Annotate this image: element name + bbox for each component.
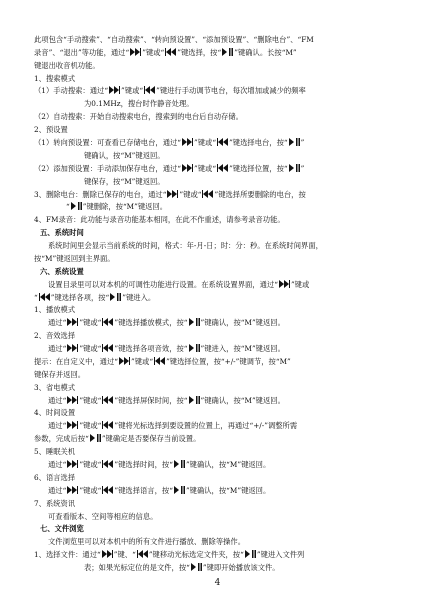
previous-track-icon [217,164,228,172]
text-line: 设置目录里可以对本机的可调性功能进行设置。在系统设置界面，通过“ ”键或 [48,280,310,289]
text-line: 通过“ ”键或“ ”键选择播放模式，按“ ”键确认，按“M”键返回。 [48,318,285,327]
play-pause-icon [110,293,121,301]
previous-track-icon [144,86,155,94]
next-track-icon [167,190,178,198]
previous-track-icon [102,396,113,404]
text-line: （2）添加预设置：手动添加保存电台，通过“ ”键或“ ”键选择位置，按“ ” [34,164,305,173]
previous-track-icon [102,318,113,326]
play-pause-icon [289,164,300,172]
play-pause-icon [245,550,256,558]
text-line: 录音”、“退出”等功能，通过“ ”键或“ ”键选择，按“ ”键确认。长按“M” [34,48,297,57]
text-line: 1、选择文件：通过“ ”键、“ ”键移动光标选定文件夹，按“ ”键进入文件列 [34,550,305,559]
text-line: 4、FM录音：此功能与录音功能基本相同，在此不作重述，请参考录音功能。 [34,215,285,224]
play-pause-icon [191,563,202,571]
next-track-icon [102,550,113,558]
next-track-icon [67,344,78,352]
play-pause-icon [289,138,300,146]
text-line: 键退出收音机功能。 [34,61,100,70]
play-pause-icon [189,396,200,404]
next-track-icon [67,318,78,326]
text-line: 按“M”键返回到主界面。 [34,254,115,263]
text-line: 通过“ ”键或“ ”键选择屏保时间，按“ ”键确认，按“M”键返回。 [48,396,285,405]
text-line: 通过“ ”键或“ ”键选择语言，按“ ”键确认，按“M”键返回。 [48,486,271,495]
previous-track-icon [102,421,113,429]
text-line: 5、睡眠关机 [34,447,76,456]
previous-track-icon [202,190,213,198]
text-line: （1）手动搜索：通过“ ”键或“ ”键进行手动调节电台，每次增加或减少的频率 [34,86,306,95]
previous-track-icon [102,460,113,468]
text-line: 表；如果光标定位的是文件，按“ ”键即开始播放该文件。 [84,563,280,572]
text-line: 7、系统资讯 [34,499,76,508]
section-heading: 六、系统设置 [40,267,84,276]
previous-track-icon [39,293,50,301]
next-track-icon [67,396,78,404]
text-line: 1、搜索模式 [34,74,76,83]
play-pause-icon [90,434,101,442]
next-track-icon [182,164,193,172]
previous-track-icon [102,344,113,352]
text-line: 键保存，按“M”键返回。 [84,177,165,186]
text-line: 文件浏览里可以对本机中的所有文件进行播放、删除等操作。 [48,537,246,546]
text-line: “ ”键删除，按“M”键返回。 [66,202,168,211]
text-line: 2、音效选择 [34,331,76,340]
text-line: 此项包含“手动搜索”、“自动搜索”、“转向预设置”、“添加预设置”、“删除电台”、“FM [34,35,314,44]
play-pause-icon [71,202,82,210]
text-line: 4、时间设置 [34,408,76,417]
text-line: 提示：在自定义中，通过“ ”键或“ ”键选择位置，按“+/-”键调节，按“M” [34,357,291,366]
text-line: 参数，完成后按“ ”键确定是否要保存当前设置。 [34,434,201,443]
next-track-icon [279,280,290,288]
previous-track-icon [102,486,113,494]
text-line: “ ”键选择各项，按“ ”键进入。 [34,293,156,302]
section-heading: 五、系统时间 [40,228,84,237]
previous-track-icon [137,550,148,558]
text-line: 2、预设置 [34,125,68,134]
text-line: （1）转向预设置：可查看已存储电台，通过“ ”键或“ ”键选择电台，按“ ” [34,138,305,147]
next-track-icon [67,486,78,494]
text-line: （2）自动搜索：开始自动搜索电台，搜索到的电台后自动存储。 [34,112,243,121]
text-line: 3、删除电台：删除已保存的电台，通过“ ”键或“ ”键选择所要删除的电台，按 [34,190,306,199]
next-track-icon [67,421,78,429]
next-track-icon [119,357,130,365]
page-number: 4 [214,578,221,588]
next-track-icon [109,86,120,94]
play-pause-icon [189,318,200,326]
text-line: 系统时间里会显示当前系统的时间，格式：年-月-日；时：分：秒。在系统时间界面， [48,241,323,250]
play-pause-icon [189,344,200,352]
text-line: 通过“ ”键或“ ”键将光标选择到要设置的位置上，再通过“+/-”调整所需 [48,421,298,430]
text-line: 通过“ ”键或“ ”键选择时间，按“ ”键确认，按“M”键返回。 [48,460,271,469]
text-line: 为0.1MHz，搜台时作静音处理。 [84,99,194,108]
text-line: 可查看版本、空间等相应的信息。 [48,512,158,521]
previous-track-icon [165,48,176,56]
play-pause-icon [174,486,185,494]
previous-track-icon [217,138,228,146]
text-line: 6、语言选择 [34,473,76,482]
play-pause-icon [174,460,185,468]
next-track-icon [67,460,78,468]
text-line: 通过“ ”键或“ ”键选择各项音效，按“ ”键进入，按“M”键返回。 [48,344,285,353]
previous-track-icon [154,357,165,365]
text-line: 键确认，按“M”键返回。 [84,151,165,160]
play-pause-icon [222,48,233,56]
section-heading: 七、文件浏览 [40,524,84,533]
next-track-icon [182,138,193,146]
text-line: 3、省电模式 [34,383,76,392]
text-line: 键保存并返回。 [34,370,86,379]
text-line: 1、播放模式 [34,305,76,314]
next-track-icon [130,48,141,56]
